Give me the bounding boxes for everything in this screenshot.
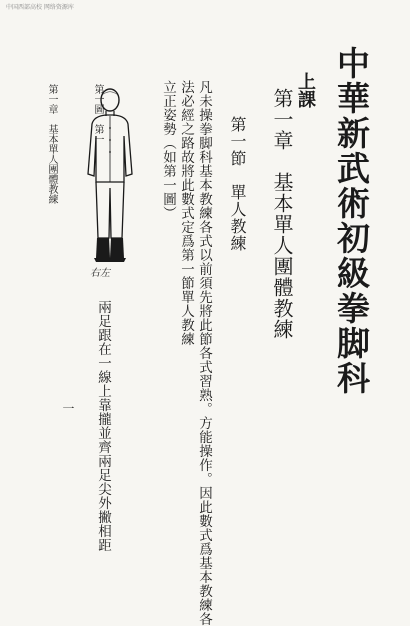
- body-line-4: 兩足跟在一線上靠攏並齊兩足尖外撇相距: [95, 300, 111, 552]
- figure-side-caption: 第一章 基本單人團體教練: [46, 84, 57, 204]
- figure-left-right-label: 右左: [90, 268, 110, 279]
- body-line-1: 凡未操拳脚科基本教練各式以前須先將此節各式習熟。方能操作。因此數式爲基本教練各: [196, 80, 212, 626]
- section-heading: 第一節 單人教練: [228, 116, 247, 252]
- watermark: 中国西部高校 网络资源库: [6, 4, 74, 11]
- chapter-heading: 第一章 基本單人團體教練: [270, 88, 294, 340]
- book-title: 中華新武術初級拳脚科: [332, 46, 371, 396]
- standing-figure-illustration: [74, 88, 146, 280]
- body-line-3: 立正姿勢（如第一圖）: [160, 80, 176, 220]
- lesson-heading: 上課: [295, 72, 316, 108]
- page-number: 一: [61, 402, 75, 414]
- body-line-2: 法必經之路故將此數式定爲第一節單人教練: [178, 80, 194, 346]
- figure-label: 第一圖 第一: [92, 84, 103, 144]
